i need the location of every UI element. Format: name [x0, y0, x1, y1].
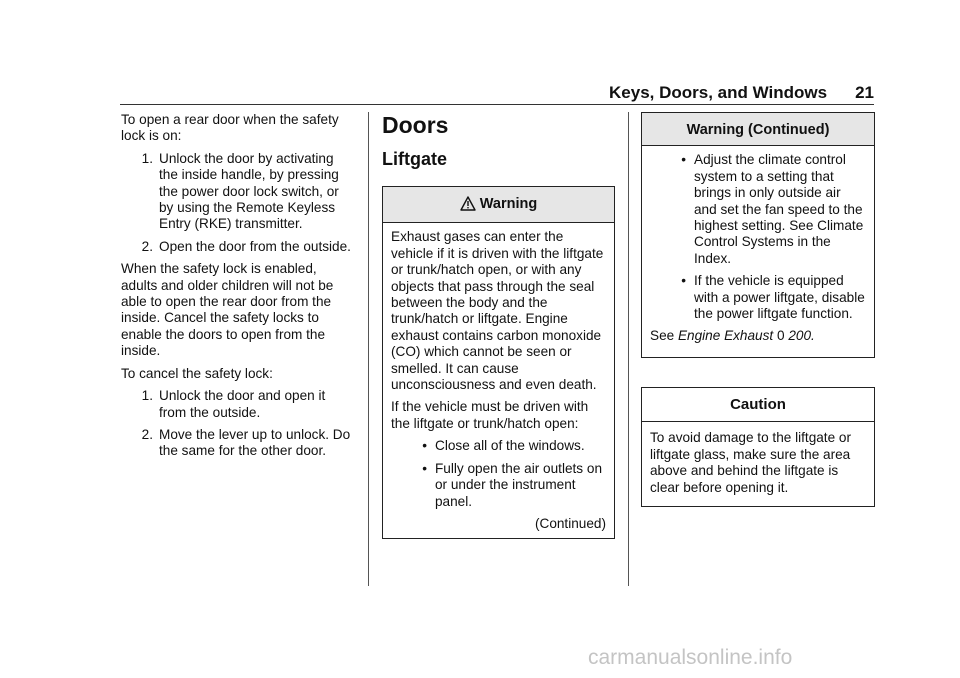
subsection-heading: Liftgate	[382, 149, 447, 169]
step-text: Move the lever up to unlock. Do the same for the other door.	[159, 426, 351, 459]
column-3	[641, 112, 875, 507]
column-1	[121, 112, 356, 466]
warning-continued-header: Warning (Continued)	[642, 113, 874, 146]
warning-continued-box	[641, 112, 875, 358]
warning-bullet	[650, 273, 866, 322]
bullet-mark: •	[681, 273, 686, 289]
page-header	[609, 83, 874, 103]
column-divider-left	[368, 112, 369, 586]
step-text: Unlock the door by activating the inside handle, by pressing the power door lock switch, or by using the Remote Keyless Entry (RKE) transmitter.	[159, 150, 339, 232]
step-number: 1.	[141, 150, 153, 166]
step-text: Unlock the door and open it from the outside.	[159, 388, 326, 420]
bullet-text: Fully open the air outlets on or under the instrument panel.	[435, 460, 603, 509]
warning-text: If the vehicle must be driven with the liftgate or trunk/hatch open:	[391, 399, 589, 431]
section-title: Keys, Doors, and Windows	[609, 83, 828, 102]
bullet-mark: •	[422, 460, 427, 476]
see-prefix: See	[650, 328, 675, 344]
cancel-step	[121, 388, 356, 421]
bullet-mark: •	[422, 438, 427, 454]
warning-box	[382, 186, 615, 539]
caution-body	[642, 422, 874, 506]
bullet-text: Adjust the climate control system to a setting that brings in only outside air and set the fan speed to the highest setting. See Climate Control Systems in the Index.	[694, 152, 864, 266]
bullet-text: If the vehicle is equipped with a power liftgate, disable the power liftgate function.	[694, 273, 865, 322]
see-page: 200.	[788, 328, 815, 344]
warning-bullet	[391, 461, 606, 510]
watermark: carmanualsonline.info	[588, 646, 793, 669]
step-number: 2.	[141, 426, 153, 442]
bullet-mark: •	[681, 152, 686, 168]
caution-header: Caution	[642, 388, 874, 422]
cancel-step	[121, 427, 356, 460]
warning-icon	[460, 196, 476, 215]
header-rule	[120, 104, 874, 105]
step-number: 1.	[141, 388, 153, 404]
warning-bullet	[650, 152, 866, 267]
warning-continued-body	[642, 146, 874, 356]
see-reference	[650, 328, 866, 344]
warning-text: Exhaust gases can enter the vehicle if it is driven with the liftgate or trunk/hatch open, or with any objects that pass through the seal between the body and the trunk/hatch or liftgate. Engine exhaust contains carbon monoxide (CO) which cannot be seen or smelled. It can cause unconsciousness and even death.	[391, 229, 604, 393]
warning-body	[383, 223, 614, 538]
warning-title: Warning	[479, 196, 538, 212]
page-ref-icon: 0	[776, 328, 785, 344]
safety-lock-paragraph: When the safety lock is enabled, adults and older children will not be able to open the rear door from the inside. Cancel the safety locks to enable the doors to open from the inside.	[121, 261, 334, 359]
step-number: 2.	[141, 238, 153, 254]
warning-header	[383, 187, 614, 223]
open-intro: To open a rear door when the safety lock is on:	[121, 112, 339, 144]
continued-label: (Continued)	[534, 515, 606, 531]
open-step	[121, 151, 356, 233]
caution-box	[641, 387, 875, 507]
bullet-text: Close all of the windows.	[435, 438, 585, 454]
see-link[interactable]: Engine Exhaust	[677, 328, 774, 344]
open-step	[121, 239, 356, 255]
warning-bullet	[391, 438, 606, 454]
caution-text: To avoid damage to the liftgate or liftgate glass, make sure the area above and behind the liftgate is clear before opening it.	[650, 430, 852, 495]
section-heading: Doors	[382, 112, 449, 138]
cancel-intro: To cancel the safety lock:	[121, 365, 273, 381]
column-2	[382, 112, 615, 539]
step-text: Open the door from the outside.	[159, 238, 351, 254]
column-divider-right	[628, 112, 629, 586]
page-number: 21	[855, 83, 874, 102]
